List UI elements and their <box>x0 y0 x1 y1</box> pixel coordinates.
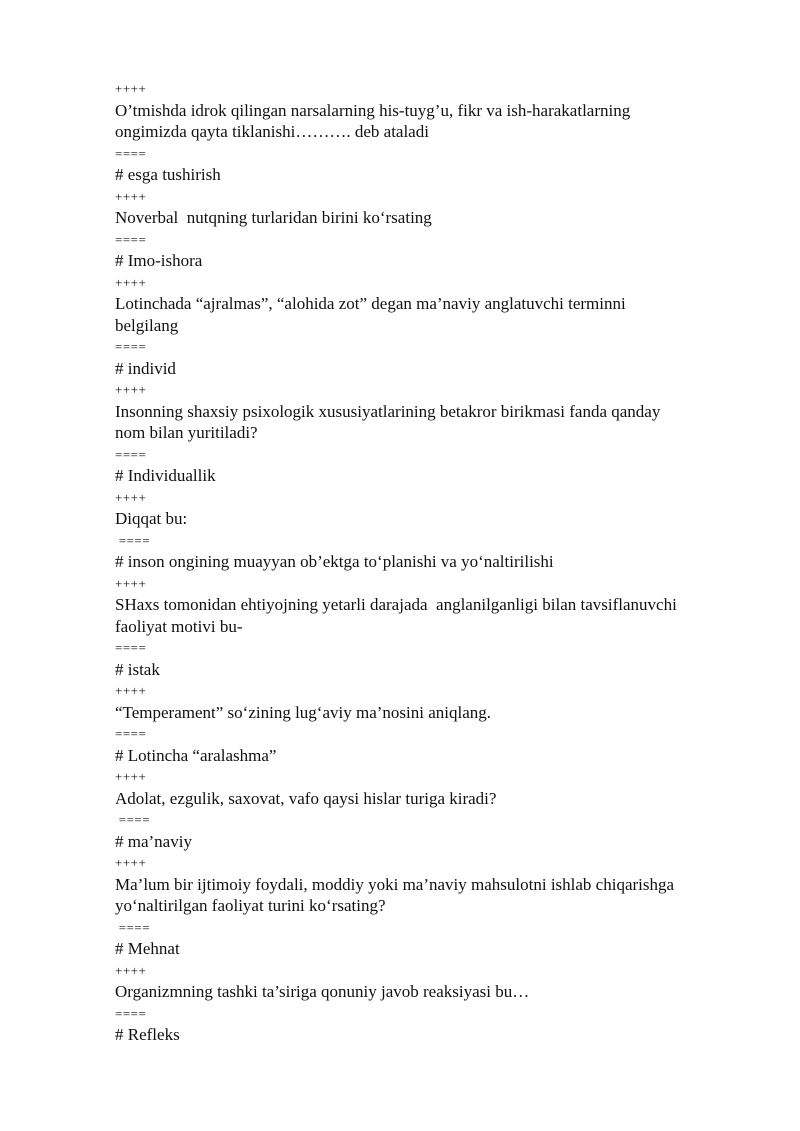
separator-plus: ++++ <box>115 962 147 978</box>
separator-plus: ++++ <box>115 382 147 397</box>
question-text: Diqqat bu: <box>115 509 188 528</box>
separator-equals: ==== <box>115 640 147 655</box>
separator-equals: ==== <box>115 231 147 247</box>
question-text: Organizmning tashki ta’siriga qonuniy javob reaksiyasi bu… <box>115 982 530 1001</box>
answer-text: # Mehnat <box>115 939 180 958</box>
answer-text: # inson ongining muayyan ob’ektga to‘planishi va yo‘naltirilishi <box>115 552 554 571</box>
question-text: Adolat, ezgulik, saxovat, vafo qaysi hislar turiga kiradi? <box>115 788 497 808</box>
question-text: belgilang <box>115 315 179 335</box>
question-text: Lotinchada “ajralmas”, “alohida zot” degan ma’naviy anglatuvchi terminni <box>115 294 626 313</box>
separator-plus: ++++ <box>115 188 147 204</box>
question-text: faoliyat motivi bu- <box>115 616 243 636</box>
separator-equals: ==== <box>115 339 147 354</box>
separator-plus: ++++ <box>115 769 147 784</box>
separator-equals: ==== <box>115 145 147 161</box>
answer-text: # individ <box>115 358 176 378</box>
answer-text: # Individuallik <box>115 466 216 485</box>
separator-equals: ==== <box>115 1005 147 1021</box>
separator-plus: ++++ <box>115 683 147 698</box>
separator-equals: ==== <box>115 919 151 935</box>
question-text: ongimizda qayta tiklanishi………. deb ataladi <box>115 122 429 141</box>
question-text: O’tmishda idrok qilingan narsalarning his-tuyg’u, fikr va ish-harakatlarning <box>115 100 631 120</box>
answer-text: # Imo-ishora <box>115 251 203 270</box>
question-text: Ma’lum bir ijtimoiy foydali, moddiy yoki ma’naviy mahsulotni ishlab chiqarishga <box>115 874 675 894</box>
answer-text: # esga tushirish <box>115 165 221 184</box>
question-text: Noverbal nutqning turlaridan birini ko‘rsating <box>115 208 432 227</box>
separator-plus: ++++ <box>115 575 147 591</box>
separator-plus: ++++ <box>115 274 147 290</box>
separator-equals: ==== <box>115 726 147 741</box>
answer-text: # Refleks <box>115 1025 180 1044</box>
separator-equals: ==== <box>115 812 151 827</box>
answer-text: # Lotincha “aralashma” <box>115 745 277 765</box>
separator-plus: ++++ <box>115 81 147 96</box>
question-text: “Temperament” so‘zining lug‘aviy ma’nosini aniqlang. <box>115 702 492 722</box>
question-text: yo‘naltirilgan faoliyat turini ko‘rsating? <box>115 896 386 915</box>
answer-text: # ma’naviy <box>115 831 192 851</box>
separator-equals: ==== <box>115 532 151 548</box>
separator-plus: ++++ <box>115 855 147 870</box>
question-text: SHaxs tomonidan ehtiyojning yetarli darajada anglanilganligi bilan tavsiflanuvchi <box>115 595 677 614</box>
document-body <box>115 78 755 1046</box>
answer-text: # istak <box>115 659 160 679</box>
separator-equals: ==== <box>115 446 147 462</box>
question-text: nom bilan yuritiladi? <box>115 423 258 442</box>
separator-plus: ++++ <box>115 489 147 505</box>
question-text: Insonning shaxsiy psixologik xususiyatlarining betakror birikmasi fanda qanday <box>115 401 661 421</box>
